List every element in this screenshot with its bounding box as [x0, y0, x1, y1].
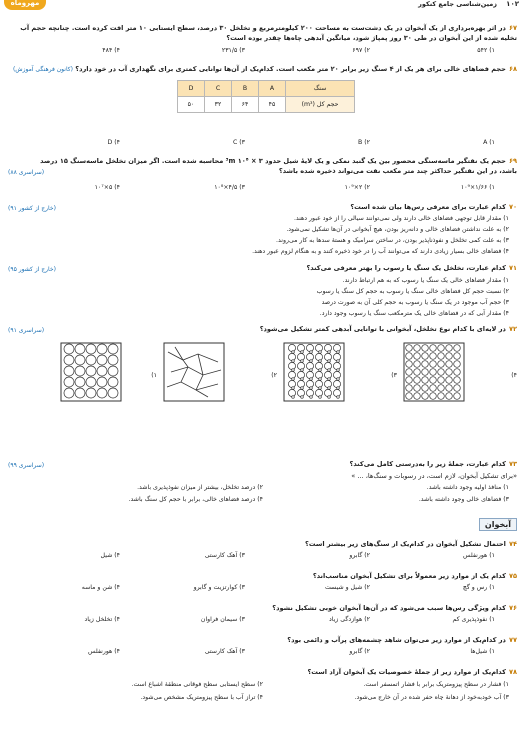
fractured-rock-diagram[interactable]	[163, 342, 225, 402]
grain-shape	[75, 388, 85, 398]
grain-shape	[297, 344, 304, 351]
grain-shape	[301, 396, 304, 399]
grain-shape	[324, 371, 331, 378]
grain-shape	[430, 377, 437, 384]
question-text: کدام ویژگی رس‌ها سبب می‌شود که در آن‌ها آبخوان خوبی تشکیل نشود؟	[272, 604, 506, 612]
grain-shape	[108, 344, 118, 354]
option[interactable]: ۴) هورنفلس	[88, 648, 120, 655]
grain-shape	[324, 389, 331, 396]
option[interactable]: ۳) ۴/۵×۱۰⁸	[214, 184, 245, 191]
source-tag: (کانون فرهنگی آموزش)	[12, 66, 73, 73]
grain-shape	[333, 380, 340, 387]
option[interactable]: D (۴	[107, 139, 120, 146]
grain-shape	[315, 389, 322, 396]
question-69-line2	[8, 167, 517, 176]
grain-shape	[319, 351, 322, 354]
source-tag: (سراسری ۹۹)	[8, 462, 45, 469]
grain-shape	[319, 369, 322, 372]
option-label[interactable]: ۲)	[271, 372, 277, 379]
question-quote: «برای تشکیل آبخوان، لازم است، در رسوبات و سنگ‌ها، ... »	[351, 472, 517, 480]
grain-shape	[438, 393, 445, 400]
question-text: در اثر بهره‌برداری از یک آبخوان در یک دشت‌ست به مساحت ۲۰۰ کیلومترمربع و تخلخل ۳۰ درصد، سطح ایستابی ۱۰ متر افت کرده است. چنانچه حجم آب	[20, 24, 506, 32]
grain-shape	[328, 396, 331, 399]
mixed-grain-diagram[interactable]	[283, 342, 345, 402]
grain-shape	[64, 366, 74, 376]
grain-shape	[75, 355, 85, 365]
option[interactable]: ۱) هورنفلس	[463, 552, 495, 559]
page-title: زمین‌شناسی جامع کنکور	[418, 0, 497, 8]
grain-shape	[454, 393, 461, 400]
grain-shape	[319, 396, 322, 399]
option[interactable]: ۳) کوارتزیت و گابرو	[193, 584, 245, 591]
brand-logo	[4, 0, 46, 10]
grain-shape	[337, 396, 340, 399]
question-76	[8, 604, 517, 613]
option[interactable]: ۳) به علت کمی تخلخل و نفوذناپذیر بودن، در ساختن سرامیک و هستهٔ سدها به کار می‌روند.	[276, 237, 509, 244]
option[interactable]: ۴) درصد فضاهای خالی، برابر با حجم کل سنگ باشد.	[128, 496, 263, 503]
grain-shape	[86, 377, 96, 387]
option[interactable]: ۱) مقدار قابل توجهی فضاهای خالی دارند ولی نمی‌توانند سیالی را از خود عبور دهند.	[293, 215, 509, 222]
grain-shape	[422, 393, 429, 400]
grain-shape	[328, 387, 331, 390]
grain-shape	[422, 369, 429, 376]
grain-shape	[292, 351, 295, 354]
grain-shape	[306, 380, 313, 387]
grain-shape	[337, 351, 340, 354]
grain-shape	[430, 393, 437, 400]
grain-shape	[306, 353, 313, 360]
option[interactable]: ۲) ۲×۱۰⁹	[344, 184, 370, 191]
grain-shape	[414, 345, 421, 352]
rock-volume-table	[177, 80, 355, 113]
grain-shape	[301, 369, 304, 372]
grain-shape	[301, 360, 304, 363]
option[interactable]: ۴) ۴۸۴	[102, 47, 120, 54]
grain-shape	[414, 393, 421, 400]
grain-shape	[97, 366, 107, 376]
grain-shape	[297, 389, 304, 396]
table-header: سنگ	[286, 81, 355, 97]
grain-shape	[454, 385, 461, 392]
question-77	[8, 636, 517, 645]
cemented-grain-diagram[interactable]	[403, 342, 465, 402]
grain-shape	[310, 360, 313, 363]
grain-shape	[288, 353, 295, 360]
grain-shape	[414, 385, 421, 392]
grain-shape	[337, 369, 340, 372]
grain-shape	[454, 345, 461, 352]
option[interactable]: ۳) ۲۳۱/۵	[221, 47, 245, 54]
grain-shape	[86, 366, 96, 376]
option[interactable]: ۲) گابرو	[349, 648, 370, 655]
source-tag: (خارج از کشور ۹۱)	[8, 205, 56, 212]
grain-shape	[310, 387, 313, 390]
grain-shape	[446, 361, 453, 368]
grain-shape	[446, 369, 453, 376]
table-cell: ۶۴	[232, 97, 259, 113]
grain-shape	[315, 380, 322, 387]
option[interactable]: ۴) تخلخل زیاد	[84, 616, 120, 623]
grain-shape	[430, 369, 437, 376]
grain-shape	[108, 377, 118, 387]
grain-shape	[446, 353, 453, 360]
question-number: ۷۱	[508, 264, 517, 272]
table-header: C	[205, 81, 232, 97]
source-tag: (سراسری ۸۸)	[8, 169, 45, 176]
grain-shape	[406, 345, 413, 352]
question-number: ۷۷	[508, 636, 517, 644]
option-label[interactable]: ۴)	[511, 372, 517, 379]
option[interactable]: ۳) آب خودبه‌خود از دهانهٔ چاه حفر شده در آن خارج می‌شود.	[354, 694, 509, 701]
grain-shape	[292, 369, 295, 372]
grain-shape	[438, 377, 445, 384]
grain-shape	[108, 388, 118, 398]
grain-shape	[438, 369, 445, 376]
grain-shape	[306, 344, 313, 351]
grain-shape	[306, 371, 313, 378]
option[interactable]: ۲) هوازدگی زیاد	[328, 616, 370, 623]
grain-shape	[64, 355, 74, 365]
grain-shape	[406, 385, 413, 392]
grain-shape	[446, 377, 453, 384]
grain-shape	[310, 369, 313, 372]
grain-shape	[328, 351, 331, 354]
question-number: ۶۸	[508, 65, 517, 73]
option[interactable]: B (۲	[358, 139, 370, 146]
question-text: کدام عبارت برای معرفی رس‌ها بیان شده است؟	[350, 203, 506, 211]
grain-shape	[86, 388, 96, 398]
grain-shape	[297, 371, 304, 378]
grain-shape	[297, 353, 304, 360]
option[interactable]: ۱) منافذ اولیه وجود داشته باشد.	[426, 484, 509, 491]
option[interactable]: ۱) فشار در سطح پیزومتریک برابر با فشار اتمسفر است.	[363, 681, 509, 688]
question-number: ۷۳	[508, 460, 517, 468]
grain-shape	[288, 389, 295, 396]
question-number: ۷۸	[508, 668, 517, 676]
question-number: ۷۶	[508, 604, 517, 612]
table-header: B	[232, 81, 259, 97]
option[interactable]: ۳) آهک کارستی	[204, 648, 245, 655]
grain-shape	[97, 377, 107, 387]
grain-shape	[430, 353, 437, 360]
grain-shape	[430, 345, 437, 352]
grain-shape	[86, 344, 96, 354]
option-label[interactable]: ۳)	[391, 372, 397, 379]
option[interactable]: ۴) فضاهای خالی بسیار زیادی دارند که می‌توانند آب را در خود ذخیره کنند و به هنگام لزوم عبور دهند.	[252, 248, 509, 255]
option[interactable]: ۴) شن و ماسه	[81, 584, 120, 591]
grain-shape	[422, 353, 429, 360]
grain-shape	[333, 362, 340, 369]
grain-shape	[337, 387, 340, 390]
grain-shape	[438, 353, 445, 360]
option[interactable]: ۲) ۶۹۷	[352, 47, 370, 54]
option-label[interactable]: ۱)	[151, 372, 157, 379]
question-number: ۷۴	[508, 540, 517, 548]
grain-shape	[97, 344, 107, 354]
grain-shape	[288, 344, 295, 351]
question-text: حجم فضاهای خالی برای هر یک از ۴ سنگ زیر برابر ۲۰ متر مکعب است. کدام‌یک از آن‌ها توانایی کمتری برای نگهداری آب در خود دارد؟	[75, 65, 506, 73]
question-78	[8, 668, 517, 677]
grain-shape	[406, 377, 413, 384]
option[interactable]: ۴) مقدار آبی که در فضاهای خالی یک مترمکعب سنگ یا رسوب وجود دارد.	[319, 310, 509, 317]
grain-shape	[97, 355, 107, 365]
grain-shape	[406, 353, 413, 360]
grain-shape	[333, 371, 340, 378]
grain-shape	[301, 351, 304, 354]
grain-shape	[324, 362, 331, 369]
question-71	[8, 264, 517, 273]
option[interactable]: ۱) ۱/۶۶×۱۰⁹	[460, 184, 495, 191]
grain-shape	[422, 361, 429, 368]
table-cell: حجم کل (m³)	[286, 97, 355, 113]
grain-shape	[315, 353, 322, 360]
grain-shape	[75, 344, 85, 354]
grain-shape	[438, 345, 445, 352]
grain-shape	[319, 387, 322, 390]
option[interactable]: ۳) آهک کارستی	[204, 552, 245, 559]
table-cell: ۴۵	[259, 97, 286, 113]
grain-shape	[454, 353, 461, 360]
option[interactable]: ۱) ۵۴۲	[477, 47, 495, 54]
question-text: حجم یک نفتگیر ماسه‌سنگی محصور بین یک گنبد نمکی و یک لایهٔ شیل حدود ³m ۱۰⁸ × ۳ محاسبه شده است. اگر میزان تخلخل ماسه‌سنگ ۱۵ درصد	[40, 157, 506, 165]
grain-shape	[306, 389, 313, 396]
grain-shape	[337, 378, 340, 381]
grain-shape	[422, 377, 429, 384]
option[interactable]: ۲) گابرو	[349, 552, 370, 559]
question-number: ۷۵	[508, 572, 517, 580]
grain-shape	[414, 353, 421, 360]
grain-shape	[333, 389, 340, 396]
brand-name: مهروماه	[10, 0, 40, 7]
source-tag: (سراسری ۹۱)	[8, 327, 45, 334]
grain-shape	[301, 378, 304, 381]
grain-shape	[324, 344, 331, 351]
option[interactable]: ۲) درصد تخلخل، بیشتر از میزان نفوذپذیری باشد.	[137, 484, 263, 491]
option[interactable]: ۱) نفوذپذیری کم	[452, 616, 495, 623]
grain-shape	[422, 345, 429, 352]
grain-shape	[430, 361, 437, 368]
grain-shape	[454, 361, 461, 368]
grain-shape	[310, 396, 313, 399]
question-text: کدام‌یک از موارد زیر از جملهٔ خصوصیات یک آبخوان آزاد است؟	[307, 668, 506, 676]
grain-shape	[319, 360, 322, 363]
grain-shape	[310, 351, 313, 354]
option[interactable]: ۲) سطح ایستابی سطح فوقانی منطقهٔ اشباع است.	[131, 681, 263, 688]
option[interactable]: A (۱	[483, 139, 495, 146]
grain-shape	[319, 378, 322, 381]
question-70	[8, 203, 517, 212]
grain-shape	[297, 380, 304, 387]
grain-shape	[315, 344, 322, 351]
option[interactable]: ۳) سیمان فراوان	[200, 616, 245, 623]
grain-shape	[297, 362, 304, 369]
grain-shape	[430, 385, 437, 392]
option[interactable]: ۴) تراز آب با سطح پیزومتریک مشخص می‌شود.	[140, 694, 263, 701]
question-67	[8, 24, 517, 33]
table-header: A	[259, 81, 286, 97]
grain-shape	[438, 385, 445, 392]
grain-shape	[414, 377, 421, 384]
table-cell: ۳۲	[205, 97, 232, 113]
question-72	[8, 325, 517, 334]
question-number: ۶۹	[508, 157, 517, 165]
question-73	[8, 460, 517, 469]
question-67-line2: تخلیه شده از این آبخوان در طی ۳۰ روز پمپاژ شود، میانگین آبدهی چاه‌ها چقدر بوده است؟	[226, 34, 517, 42]
grain-shape	[324, 353, 331, 360]
question-text: کدام یک از موارد زیر معمولاً برای تشکیل آبخوان مناسب‌اند؟	[312, 572, 506, 580]
grain-shape	[97, 388, 107, 398]
grain-shape	[333, 353, 340, 360]
grain-shape	[292, 360, 295, 363]
question-text: در لایه‌ای با کدام نوع تخلخل، آبخوانی با توانایی آبدهی کمتر تشکیل می‌شود؟	[259, 325, 506, 333]
option[interactable]: ۴) ۵×۱۰⁷	[94, 184, 120, 191]
question-text: احتمال تشکیل آبخوان در کدام‌یک از سنگ‌های زیر بیشتر است؟	[305, 540, 506, 548]
grain-shape	[414, 361, 421, 368]
grain-shape	[288, 371, 295, 378]
well-sorted-grain-diagram[interactable]	[60, 342, 122, 402]
option[interactable]: ۲) شیل و شیست	[324, 584, 370, 591]
grain-shape	[108, 366, 118, 376]
grain-shape	[288, 380, 295, 387]
grain-shape	[406, 393, 413, 400]
grain-shape	[328, 360, 331, 363]
grain-shape	[414, 369, 421, 376]
header-bar	[0, 0, 525, 12]
grain-shape	[333, 344, 340, 351]
grain-shape	[454, 369, 461, 376]
question-text: کدام عبارت، جملهٔ زیر را به‌درستی کامل می‌کند؟	[349, 460, 506, 468]
grain-shape	[301, 387, 304, 390]
option[interactable]: ۴) شیل	[100, 552, 120, 559]
option[interactable]: ۱) رس و گچ	[462, 584, 495, 591]
section-heading: آبخوان	[479, 518, 517, 531]
table-cell: ۵۰	[178, 97, 205, 113]
grain-shape	[438, 361, 445, 368]
grain-shape	[446, 385, 453, 392]
question-text: کدام عبارت، تخلخل یک سنگ یا رسوب را بهتر معرفی می‌کند؟	[306, 264, 506, 272]
question-68	[8, 65, 517, 75]
option[interactable]: ۳) فضاهای خالی وجود داشته باشد.	[418, 496, 509, 503]
grain-shape	[422, 385, 429, 392]
option[interactable]: C (۳	[232, 139, 245, 146]
question-text: در کدام‌یک از موارد زیر می‌توان شاهد چشمه‌های پرآب و دائمی بود؟	[287, 636, 506, 644]
question-74	[8, 540, 517, 549]
grain-shape	[292, 396, 295, 399]
question-text: باشد، در این نفتگیر حداکثر چند متر مکعب نفت می‌تواند ذخیره شده باشد؟	[278, 167, 517, 175]
question-number: ۶۷	[508, 24, 517, 32]
grain-shape	[446, 345, 453, 352]
grain-shape	[337, 360, 340, 363]
grain-shape	[446, 393, 453, 400]
grain-shape	[324, 380, 331, 387]
grain-shape	[310, 378, 313, 381]
question-number: ۷۲	[508, 325, 517, 333]
grain-shape	[292, 378, 295, 381]
grain-shape	[86, 355, 96, 365]
grain-shape	[454, 377, 461, 384]
grain-shape	[288, 362, 295, 369]
grain-shape	[328, 369, 331, 372]
grain-shape	[75, 377, 85, 387]
option[interactable]: ۳) حجم آب موجود در یک سنگ یا رسوب به حجم کلی آن به صورت درصد	[321, 299, 509, 306]
grain-shape	[64, 344, 74, 354]
option[interactable]: ۲) به علت نداشتن فضاهای خالی و دانه‌ریز بودن، هیچ آبخوانی در آن‌ها تشکیل نمی‌شود.	[286, 226, 509, 233]
page-number: ۱۰۲	[506, 0, 519, 8]
question-75	[8, 572, 517, 581]
grain-shape	[292, 387, 295, 390]
question-69	[8, 157, 517, 166]
grain-shape	[75, 366, 85, 376]
source-tag: (خارج از کشور ۹۵)	[8, 266, 56, 273]
grain-shape	[108, 355, 118, 365]
option[interactable]: ۱) شیل‌ها	[470, 648, 495, 655]
grain-shape	[64, 377, 74, 387]
question-number: ۷۰	[508, 203, 517, 211]
grain-shape	[328, 378, 331, 381]
grain-shape	[315, 362, 322, 369]
table-header: D	[178, 81, 205, 97]
grain-shape	[315, 371, 322, 378]
option[interactable]: ۲) نسبت حجم کل فضاهای خالی سنگ یا رسوب به حجم کل سنگ یا رسوب	[316, 288, 509, 295]
grain-shape	[406, 369, 413, 376]
grain-shape	[406, 361, 413, 368]
option[interactable]: ۱) مقدار فضاهای خالی یک سنگ یا رسوب که به هم ارتباط دارند.	[342, 277, 509, 284]
grain-shape	[64, 388, 74, 398]
grain-shape	[306, 362, 313, 369]
